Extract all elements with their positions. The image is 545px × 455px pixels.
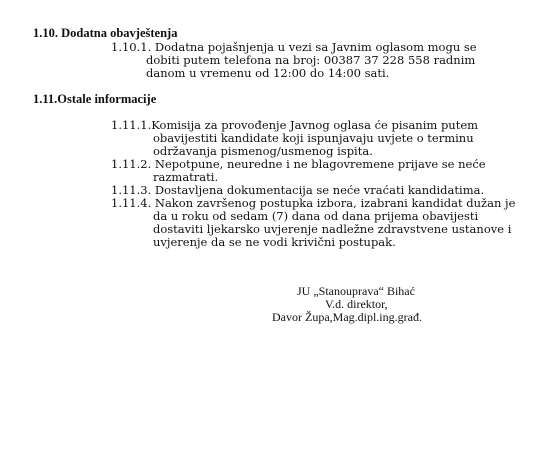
paragraph-1-11-4-line2: da u roku od sedam (7) dana od dana prijema obavijesti [153, 209, 479, 223]
paragraph-1-11-3-line1: 1.11.3. Dostavljena dokumentacija se neće vraćati kandidatima. [111, 183, 485, 197]
paragraph-1-11-4-line4: uvjerenje da se ne vodi krivični postupak. [153, 235, 396, 249]
section-heading-1-10: 1.10. Dodatna obavještenja [33, 26, 178, 40]
paragraph-1-11-2-line1: 1.11.2. Nepotpune, neuredne i ne blagovremene prijave se neće [111, 157, 486, 171]
paragraph-1-11-1-line1: 1.11.1.Komisija za provođenje Javnog oglasa će pisanim putem [111, 118, 479, 132]
section-heading-1-11: 1.11.Ostale informacije [33, 92, 157, 106]
paragraph-1-11-4-line3: dostaviti ljekarsko uvjerenje nadležne zdravstvene ustanove i [153, 222, 512, 236]
paragraph-1-11-1-line2: obavijestiti kandidate koji ispunjavaju uvjete o terminu [153, 131, 474, 145]
paragraph-1-11-1-line3: održavanja pismenog/usmenog ispita. [153, 144, 373, 158]
paragraph-1-10-1-line3: danom u vremenu od 12:00 do 14:00 sati. [146, 66, 390, 80]
signature-title: V.d. direktor, [325, 297, 388, 311]
paragraph-1-11-4-line1: 1.11.4. Nakon završenog postupka izbora, izabrani kandidat dužan je [111, 196, 516, 210]
paragraph-1-10-1-line1: 1.10.1. Dodatna pojašnjenja u vezi sa Javnim oglasom mogu se [111, 40, 477, 54]
paragraph-1-10-1-line2: dobiti putem telefona na broj: 00387 37 228 558 radnim [146, 53, 476, 67]
signature-name: Davor Župa,Mag.dipl.ing.građ. [272, 310, 422, 324]
paragraph-1-11-2-line2: razmatrati. [153, 170, 219, 184]
signature-organization: JU „Stanouprava“ Bihać [297, 284, 415, 298]
